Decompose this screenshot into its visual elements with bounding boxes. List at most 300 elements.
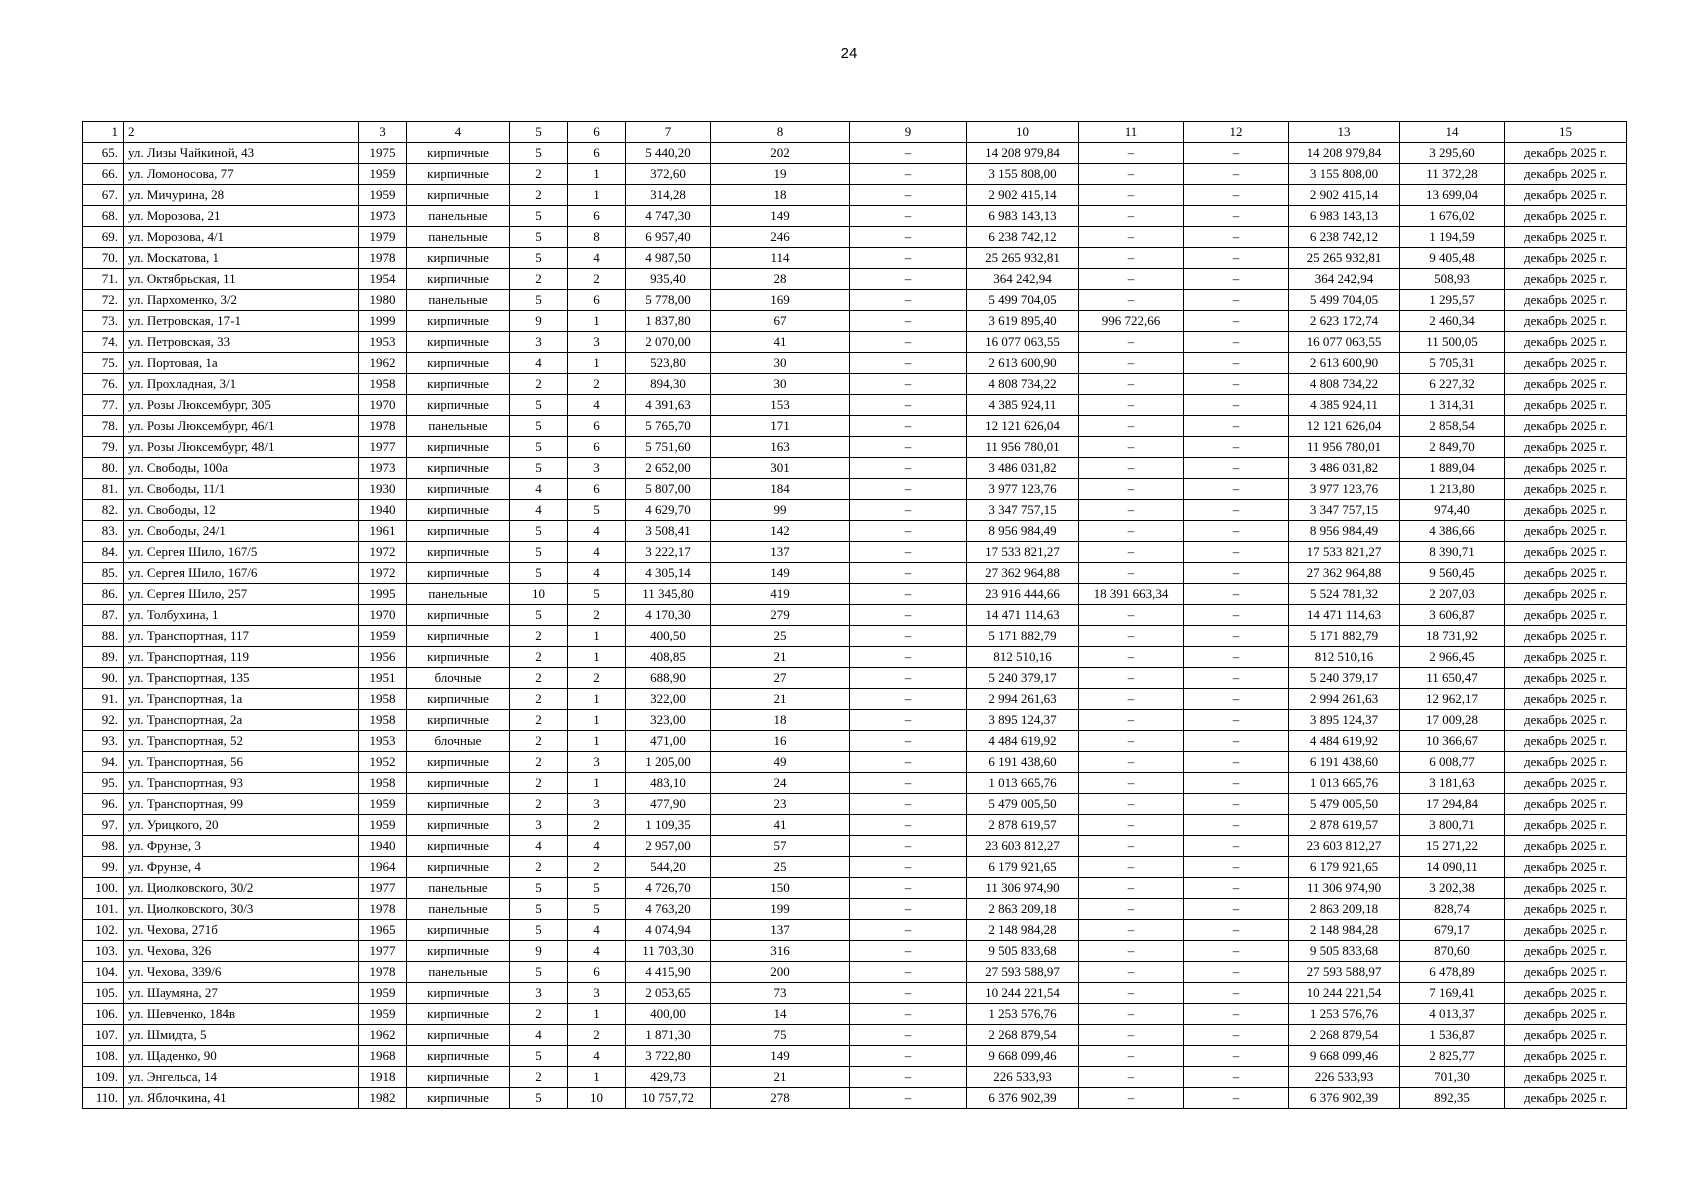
table-cell-col-4: кирпичные (407, 1004, 510, 1025)
table-row (83, 332, 1627, 353)
table-cell-col-7: 6 957,40 (626, 227, 711, 248)
table-cell-col-8: 316 (711, 941, 850, 962)
table-cell-col-13: 27 362 964,88 (1289, 563, 1400, 584)
table-cell-col-6: 6 (568, 962, 626, 983)
table-cell-col-7: 4 629,70 (626, 500, 711, 521)
table-cell-col-3: 1958 (359, 689, 407, 710)
table-cell-col-2: ул. Транспортная, 1а (124, 689, 359, 710)
table-cell-col-11: – (1079, 689, 1184, 710)
table-cell-col-4: кирпичные (407, 857, 510, 878)
table-cell-col-15: декабрь 2025 г. (1505, 563, 1627, 584)
table-cell-col-11: – (1079, 164, 1184, 185)
table-cell-col-4: кирпичные (407, 836, 510, 857)
table-row (83, 584, 1627, 605)
table-cell-col-5: 10 (510, 584, 568, 605)
table-cell-col-12: – (1184, 878, 1289, 899)
table-cell-col-15: декабрь 2025 г. (1505, 605, 1627, 626)
table-row (83, 647, 1627, 668)
table-cell-col-6: 6 (568, 416, 626, 437)
table-cell-col-14: 9 560,45 (1400, 563, 1505, 584)
table-cell-col-10: 27 362 964,88 (967, 563, 1079, 584)
table-row (83, 290, 1627, 311)
table-cell-col-2: ул. Циолковского, 30/3 (124, 899, 359, 920)
table-cell-col-3: 1953 (359, 332, 407, 353)
table-cell-col-2: ул. Фрунзе, 4 (124, 857, 359, 878)
table-cell-col-15: декабрь 2025 г. (1505, 143, 1627, 164)
table-cell-col-5: 4 (510, 479, 568, 500)
table-cell-col-1: 100. (83, 878, 124, 899)
table-cell-col-3: 1965 (359, 920, 407, 941)
column-number-3: 3 (359, 122, 407, 143)
table-cell-col-10: 3 977 123,76 (967, 479, 1079, 500)
table-cell-col-13: 2 878 619,57 (1289, 815, 1400, 836)
table-cell-col-15: декабрь 2025 г. (1505, 1088, 1627, 1109)
table-cell-col-15: декабрь 2025 г. (1505, 206, 1627, 227)
table-cell-col-8: 137 (711, 920, 850, 941)
table-cell-col-1: 95. (83, 773, 124, 794)
table-row (83, 710, 1627, 731)
table-row (83, 1088, 1627, 1109)
table-cell-col-8: 41 (711, 332, 850, 353)
table-row (83, 227, 1627, 248)
table-cell-col-14: 11 650,47 (1400, 668, 1505, 689)
table-cell-col-6: 1 (568, 185, 626, 206)
table-cell-col-8: 18 (711, 185, 850, 206)
table-row (83, 962, 1627, 983)
table-cell-col-9: – (850, 1088, 967, 1109)
table-cell-col-15: декабрь 2025 г. (1505, 668, 1627, 689)
table-cell-col-6: 4 (568, 836, 626, 857)
table-cell-col-3: 1978 (359, 962, 407, 983)
table-cell-col-7: 688,90 (626, 668, 711, 689)
table-cell-col-15: декабрь 2025 г. (1505, 164, 1627, 185)
table-cell-col-6: 4 (568, 248, 626, 269)
table-cell-col-6: 4 (568, 521, 626, 542)
table-cell-col-7: 5 807,00 (626, 479, 711, 500)
table-cell-col-1: 91. (83, 689, 124, 710)
table-cell-col-15: декабрь 2025 г. (1505, 689, 1627, 710)
table-cell-col-4: кирпичные (407, 815, 510, 836)
table-cell-col-12: – (1184, 353, 1289, 374)
table-cell-col-3: 1973 (359, 458, 407, 479)
table-cell-col-9: – (850, 857, 967, 878)
page-number: 24 (840, 45, 858, 62)
table-cell-col-8: 99 (711, 500, 850, 521)
table-cell-col-10: 14 208 979,84 (967, 143, 1079, 164)
column-number-15: 15 (1505, 122, 1627, 143)
table-cell-col-12: – (1184, 500, 1289, 521)
table-cell-col-11: – (1079, 773, 1184, 794)
table-cell-col-4: панельные (407, 899, 510, 920)
table-cell-col-14: 6 227,32 (1400, 374, 1505, 395)
table-cell-col-12: – (1184, 269, 1289, 290)
table-row (83, 1025, 1627, 1046)
table-row (83, 479, 1627, 500)
table-cell-col-8: 19 (711, 164, 850, 185)
table-cell-col-5: 5 (510, 1046, 568, 1067)
table-cell-col-13: 2 148 984,28 (1289, 920, 1400, 941)
table-cell-col-11: – (1079, 269, 1184, 290)
table-cell-col-3: 1953 (359, 731, 407, 752)
table-cell-col-5: 2 (510, 773, 568, 794)
table-cell-col-7: 1 205,00 (626, 752, 711, 773)
table-cell-col-14: 701,30 (1400, 1067, 1505, 1088)
table-cell-col-3: 1959 (359, 1004, 407, 1025)
table-cell-col-8: 23 (711, 794, 850, 815)
table-cell-col-6: 2 (568, 857, 626, 878)
table-cell-col-3: 1956 (359, 647, 407, 668)
table-cell-col-13: 12 121 626,04 (1289, 416, 1400, 437)
table-cell-col-6: 6 (568, 206, 626, 227)
table-cell-col-9: – (850, 941, 967, 962)
table-cell-col-4: кирпичные (407, 626, 510, 647)
table-cell-col-15: декабрь 2025 г. (1505, 794, 1627, 815)
table-cell-col-12: – (1184, 248, 1289, 269)
table-cell-col-1: 101. (83, 899, 124, 920)
table-cell-col-15: декабрь 2025 г. (1505, 311, 1627, 332)
table-cell-col-3: 1958 (359, 773, 407, 794)
table-cell-col-1: 86. (83, 584, 124, 605)
table-cell-col-6: 1 (568, 626, 626, 647)
table-cell-col-10: 2 994 261,63 (967, 689, 1079, 710)
table-cell-col-13: 17 533 821,27 (1289, 542, 1400, 563)
table-cell-col-15: декабрь 2025 г. (1505, 773, 1627, 794)
table-cell-col-15: декабрь 2025 г. (1505, 185, 1627, 206)
column-number-14: 14 (1400, 122, 1505, 143)
table-cell-col-13: 5 240 379,17 (1289, 668, 1400, 689)
table-cell-col-6: 1 (568, 1004, 626, 1025)
table-cell-col-5: 4 (510, 1025, 568, 1046)
table-cell-col-10: 11 306 974,90 (967, 878, 1079, 899)
table-cell-col-1: 108. (83, 1046, 124, 1067)
table-cell-col-13: 5 479 005,50 (1289, 794, 1400, 815)
table-cell-col-8: 67 (711, 311, 850, 332)
table-cell-col-10: 4 808 734,22 (967, 374, 1079, 395)
table-cell-col-4: кирпичные (407, 1088, 510, 1109)
table-cell-col-1: 77. (83, 395, 124, 416)
table-cell-col-14: 1 536,87 (1400, 1025, 1505, 1046)
table-cell-col-5: 2 (510, 731, 568, 752)
table-cell-col-14: 3 606,87 (1400, 605, 1505, 626)
table-cell-col-12: – (1184, 227, 1289, 248)
table-cell-col-13: 812 510,16 (1289, 647, 1400, 668)
table-cell-col-4: кирпичные (407, 353, 510, 374)
table-cell-col-10: 2 268 879,54 (967, 1025, 1079, 1046)
table-cell-col-12: – (1184, 941, 1289, 962)
table-cell-col-6: 10 (568, 1088, 626, 1109)
table-cell-col-10: 27 593 588,97 (967, 962, 1079, 983)
table-cell-col-7: 322,00 (626, 689, 711, 710)
table-cell-col-6: 3 (568, 794, 626, 815)
table-cell-col-11: – (1079, 983, 1184, 1004)
table-cell-col-7: 477,90 (626, 794, 711, 815)
table-cell-col-11: – (1079, 458, 1184, 479)
table-row (83, 269, 1627, 290)
table-cell-col-9: – (850, 416, 967, 437)
table-cell-col-1: 74. (83, 332, 124, 353)
table-cell-col-15: декабрь 2025 г. (1505, 752, 1627, 773)
table-cell-col-5: 5 (510, 899, 568, 920)
table-cell-col-10: 23 916 444,66 (967, 584, 1079, 605)
table-cell-col-9: – (850, 290, 967, 311)
table-cell-col-12: – (1184, 668, 1289, 689)
table-cell-col-8: 21 (711, 689, 850, 710)
table-cell-col-12: – (1184, 185, 1289, 206)
table-cell-col-3: 1970 (359, 395, 407, 416)
table-cell-col-3: 1978 (359, 416, 407, 437)
table-cell-col-2: ул. Сергея Шило, 167/6 (124, 563, 359, 584)
column-number-11: 11 (1079, 122, 1184, 143)
table-cell-col-4: кирпичные (407, 164, 510, 185)
table-cell-col-8: 419 (711, 584, 850, 605)
table-cell-col-5: 5 (510, 521, 568, 542)
table-cell-col-9: – (850, 395, 967, 416)
table-cell-col-14: 11 500,05 (1400, 332, 1505, 353)
table-cell-col-9: – (850, 479, 967, 500)
table-row (83, 689, 1627, 710)
table-cell-col-9: – (850, 773, 967, 794)
table-cell-col-4: кирпичные (407, 521, 510, 542)
table-row (83, 815, 1627, 836)
table-cell-col-10: 14 471 114,63 (967, 605, 1079, 626)
table-cell-col-7: 2 957,00 (626, 836, 711, 857)
table-cell-col-10: 6 376 902,39 (967, 1088, 1079, 1109)
table-cell-col-8: 49 (711, 752, 850, 773)
table-cell-col-7: 3 508,41 (626, 521, 711, 542)
table-row (83, 857, 1627, 878)
table-cell-col-10: 3 895 124,37 (967, 710, 1079, 731)
table-cell-col-11: – (1079, 416, 1184, 437)
table-cell-col-5: 5 (510, 143, 568, 164)
table-cell-col-1: 79. (83, 437, 124, 458)
table-cell-col-3: 1995 (359, 584, 407, 605)
table-cell-col-5: 5 (510, 920, 568, 941)
table-cell-col-5: 5 (510, 878, 568, 899)
table-cell-col-8: 301 (711, 458, 850, 479)
table-cell-col-1: 69. (83, 227, 124, 248)
table-cell-col-10: 9 668 099,46 (967, 1046, 1079, 1067)
table-cell-col-15: декабрь 2025 г. (1505, 920, 1627, 941)
table-cell-col-2: ул. Розы Люксембург, 305 (124, 395, 359, 416)
table-cell-col-7: 5 778,00 (626, 290, 711, 311)
table-cell-col-4: кирпичные (407, 563, 510, 584)
table-cell-col-14: 1 676,02 (1400, 206, 1505, 227)
table-cell-col-13: 14 471 114,63 (1289, 605, 1400, 626)
table-cell-col-1: 85. (83, 563, 124, 584)
table-cell-col-7: 1 837,80 (626, 311, 711, 332)
table-cell-col-9: – (850, 836, 967, 857)
table-cell-col-6: 6 (568, 290, 626, 311)
table-cell-col-3: 1962 (359, 353, 407, 374)
table-cell-col-5: 5 (510, 227, 568, 248)
column-number-13: 13 (1289, 122, 1400, 143)
table-cell-col-9: – (850, 1067, 967, 1088)
table-cell-col-12: – (1184, 332, 1289, 353)
table-cell-col-10: 23 603 812,27 (967, 836, 1079, 857)
table-cell-col-3: 1940 (359, 836, 407, 857)
table-cell-col-15: декабрь 2025 г. (1505, 521, 1627, 542)
table-cell-col-5: 2 (510, 374, 568, 395)
table-cell-col-9: – (850, 815, 967, 836)
table-cell-col-2: ул. Транспортная, 117 (124, 626, 359, 647)
table-row (83, 458, 1627, 479)
table-cell-col-15: декабрь 2025 г. (1505, 731, 1627, 752)
table-cell-col-7: 400,00 (626, 1004, 711, 1025)
table-cell-col-3: 1964 (359, 857, 407, 878)
table-cell-col-3: 1959 (359, 626, 407, 647)
table-row (83, 983, 1627, 1004)
table-cell-col-1: 87. (83, 605, 124, 626)
table-cell-col-1: 102. (83, 920, 124, 941)
table-cell-col-9: – (850, 983, 967, 1004)
column-number-row (83, 122, 1627, 143)
table-cell-col-13: 14 208 979,84 (1289, 143, 1400, 164)
table-cell-col-14: 3 295,60 (1400, 143, 1505, 164)
table-cell-col-1: 75. (83, 353, 124, 374)
table-cell-col-15: декабрь 2025 г. (1505, 248, 1627, 269)
table-cell-col-9: – (850, 647, 967, 668)
table-cell-col-12: – (1184, 206, 1289, 227)
table-cell-col-8: 149 (711, 206, 850, 227)
table-cell-col-3: 1959 (359, 164, 407, 185)
table-cell-col-9: – (850, 584, 967, 605)
table-cell-col-13: 6 238 742,12 (1289, 227, 1400, 248)
column-number-8: 8 (711, 122, 850, 143)
table-cell-col-10: 25 265 932,81 (967, 248, 1079, 269)
table-cell-col-6: 4 (568, 542, 626, 563)
table-cell-col-4: кирпичные (407, 920, 510, 941)
table-cell-col-10: 812 510,16 (967, 647, 1079, 668)
table-cell-col-12: – (1184, 395, 1289, 416)
table-cell-col-14: 18 731,92 (1400, 626, 1505, 647)
table-cell-col-8: 278 (711, 1088, 850, 1109)
table-cell-col-8: 199 (711, 899, 850, 920)
table-cell-col-7: 4 726,70 (626, 878, 711, 899)
table-cell-col-4: кирпичные (407, 437, 510, 458)
table-cell-col-6: 3 (568, 752, 626, 773)
table-cell-col-6: 2 (568, 269, 626, 290)
table-cell-col-6: 4 (568, 563, 626, 584)
table-cell-col-3: 1951 (359, 668, 407, 689)
table-cell-col-11: – (1079, 668, 1184, 689)
table-cell-col-7: 5 440,20 (626, 143, 711, 164)
table-cell-col-14: 870,60 (1400, 941, 1505, 962)
table-cell-col-2: ул. Свободы, 11/1 (124, 479, 359, 500)
table-cell-col-3: 1972 (359, 542, 407, 563)
table-cell-col-2: ул. Розы Люксембург, 46/1 (124, 416, 359, 437)
table-cell-col-11: – (1079, 479, 1184, 500)
table-cell-col-12: – (1184, 920, 1289, 941)
table-cell-col-14: 7 169,41 (1400, 983, 1505, 1004)
table-cell-col-12: – (1184, 626, 1289, 647)
table-cell-col-2: ул. Чехова, 339/6 (124, 962, 359, 983)
table-cell-col-9: – (850, 1004, 967, 1025)
table-cell-col-13: 16 077 063,55 (1289, 332, 1400, 353)
table-cell-col-3: 1962 (359, 1025, 407, 1046)
table-cell-col-4: панельные (407, 416, 510, 437)
table-row (83, 374, 1627, 395)
table-cell-col-6: 6 (568, 479, 626, 500)
table-cell-col-2: ул. Транспортная, 135 (124, 668, 359, 689)
table-cell-col-12: – (1184, 1088, 1289, 1109)
table-cell-col-9: – (850, 920, 967, 941)
table-cell-col-2: ул. Урицкого, 20 (124, 815, 359, 836)
table-cell-col-13: 2 613 600,90 (1289, 353, 1400, 374)
table-cell-col-14: 14 090,11 (1400, 857, 1505, 878)
table-cell-col-4: кирпичные (407, 395, 510, 416)
table-cell-col-4: кирпичные (407, 689, 510, 710)
table-cell-col-15: декабрь 2025 г. (1505, 647, 1627, 668)
column-number-7: 7 (626, 122, 711, 143)
table-cell-col-1: 103. (83, 941, 124, 962)
table-cell-col-14: 1 889,04 (1400, 458, 1505, 479)
table-cell-col-11: – (1079, 920, 1184, 941)
table-cell-col-14: 5 705,31 (1400, 353, 1505, 374)
table-cell-col-11: – (1079, 710, 1184, 731)
table-cell-col-10: 6 983 143,13 (967, 206, 1079, 227)
table-cell-col-7: 10 757,72 (626, 1088, 711, 1109)
table-row (83, 878, 1627, 899)
table-body (83, 122, 1627, 1109)
table-row (83, 899, 1627, 920)
table-cell-col-1: 88. (83, 626, 124, 647)
table-cell-col-4: кирпичные (407, 542, 510, 563)
table-cell-col-8: 28 (711, 269, 850, 290)
table-cell-col-14: 1 295,57 (1400, 290, 1505, 311)
table-cell-col-1: 106. (83, 1004, 124, 1025)
table-cell-col-3: 1958 (359, 374, 407, 395)
table-cell-col-8: 16 (711, 731, 850, 752)
table-cell-col-14: 8 390,71 (1400, 542, 1505, 563)
table-cell-col-15: декабрь 2025 г. (1505, 857, 1627, 878)
table-row (83, 752, 1627, 773)
table-cell-col-13: 2 994 261,63 (1289, 689, 1400, 710)
table-cell-col-7: 323,00 (626, 710, 711, 731)
table-cell-col-2: ул. Фрунзе, 3 (124, 836, 359, 857)
table-cell-col-10: 11 956 780,01 (967, 437, 1079, 458)
table-cell-col-14: 1 213,80 (1400, 479, 1505, 500)
table-cell-col-12: – (1184, 416, 1289, 437)
table-cell-col-5: 2 (510, 857, 568, 878)
table-cell-col-10: 5 240 379,17 (967, 668, 1079, 689)
table-cell-col-9: – (850, 878, 967, 899)
table-cell-col-12: – (1184, 815, 1289, 836)
table-cell-col-7: 523,80 (626, 353, 711, 374)
table-cell-col-7: 4 747,30 (626, 206, 711, 227)
table-cell-col-10: 5 499 704,05 (967, 290, 1079, 311)
table-cell-col-8: 150 (711, 878, 850, 899)
table-cell-col-14: 17 009,28 (1400, 710, 1505, 731)
table-cell-col-6: 4 (568, 1046, 626, 1067)
table-cell-col-11: – (1079, 815, 1184, 836)
table-cell-col-5: 2 (510, 1004, 568, 1025)
table-cell-col-14: 2 858,54 (1400, 416, 1505, 437)
table-cell-col-1: 105. (83, 983, 124, 1004)
table-cell-col-14: 2 460,34 (1400, 311, 1505, 332)
table-cell-col-12: – (1184, 983, 1289, 1004)
table-cell-col-7: 11 345,80 (626, 584, 711, 605)
table-cell-col-10: 6 191 438,60 (967, 752, 1079, 773)
table-cell-col-2: ул. Розы Люксембург, 48/1 (124, 437, 359, 458)
table-cell-col-12: – (1184, 143, 1289, 164)
table-cell-col-1: 72. (83, 290, 124, 311)
table-cell-col-2: ул. Транспортная, 2а (124, 710, 359, 731)
table-cell-col-11: – (1079, 1088, 1184, 1109)
column-number-10: 10 (967, 122, 1079, 143)
table-cell-col-4: кирпичные (407, 143, 510, 164)
table-cell-col-3: 1970 (359, 605, 407, 626)
table-cell-col-9: – (850, 227, 967, 248)
